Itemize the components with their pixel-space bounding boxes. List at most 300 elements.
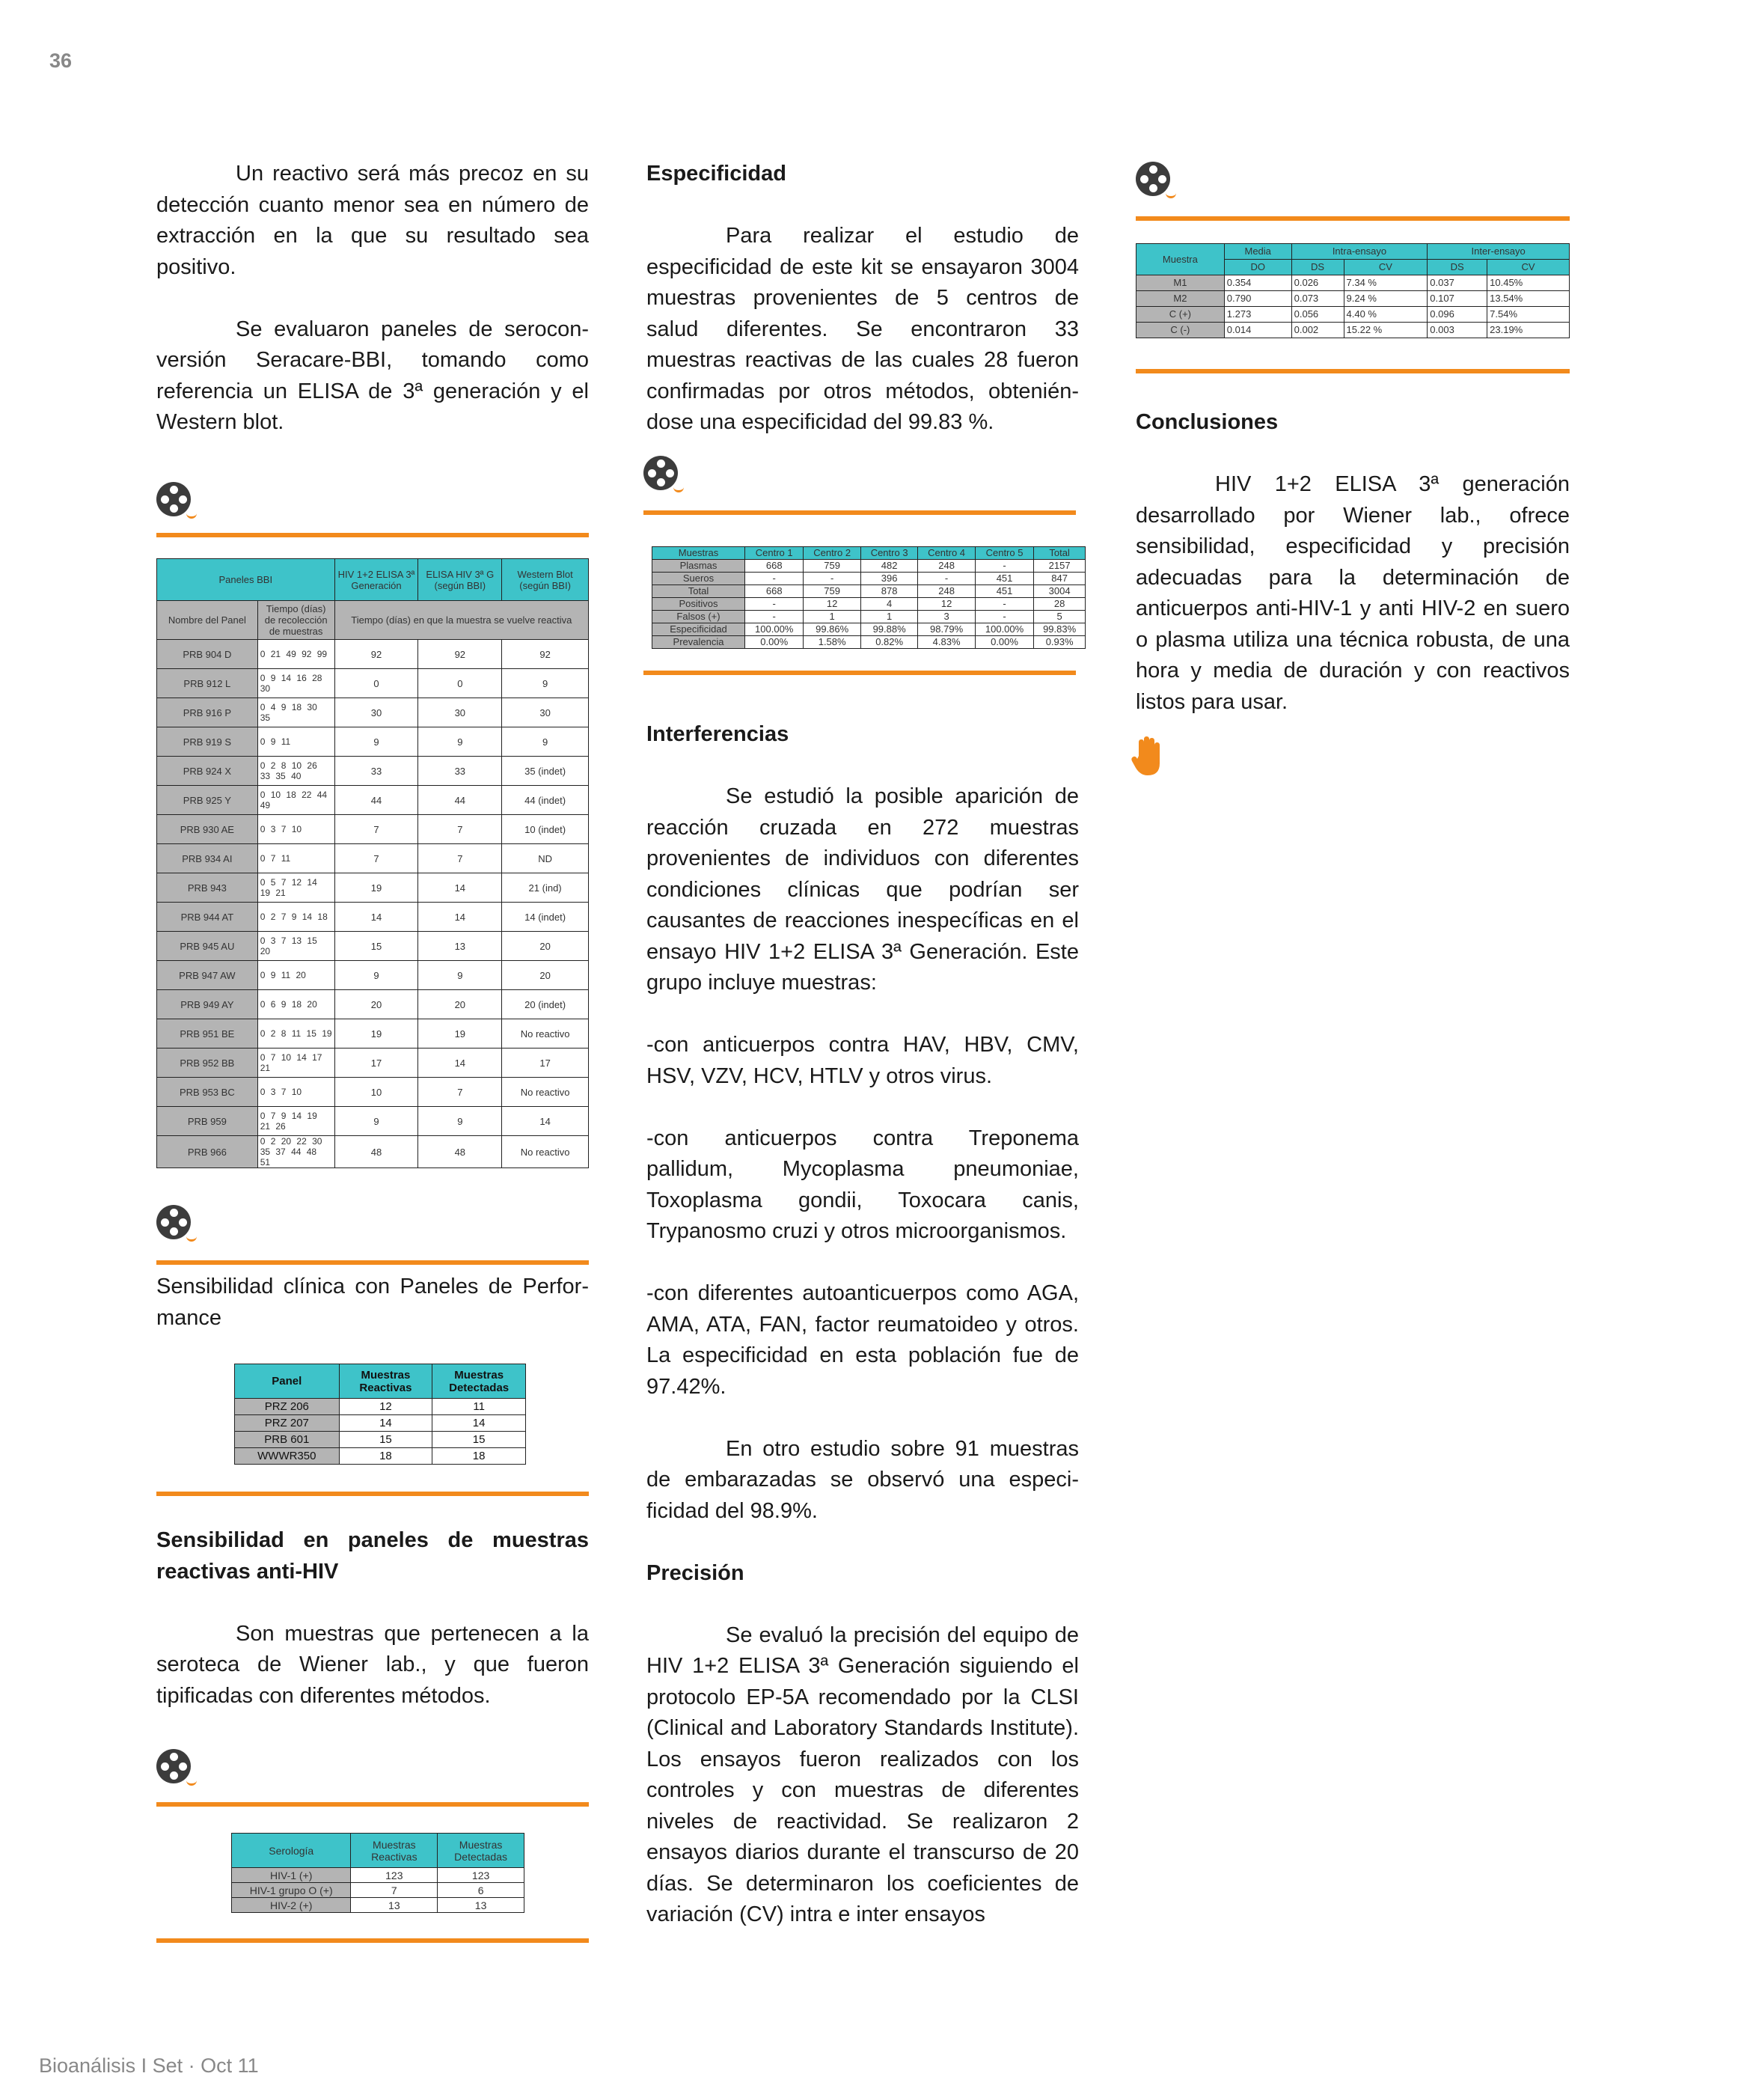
header-media: Media — [1224, 244, 1291, 260]
header-ds: DS — [1291, 260, 1344, 275]
header-reactivas: Muestras Reactivas — [339, 1364, 432, 1399]
footer: Bioanálisis I Set · Oct 11 — [39, 2054, 259, 2077]
film-reel-icon — [643, 456, 682, 495]
value-cell: 3004 — [1034, 585, 1086, 598]
header-panel: Panel — [235, 1364, 340, 1399]
table-row — [157, 932, 589, 961]
value-cell: 248 — [918, 560, 975, 573]
value-cell: - — [975, 598, 1033, 611]
reactivas-cell: 7 — [351, 1883, 438, 1898]
tiempo-cell: 0 7 9 14 19 21 26 — [257, 1107, 334, 1136]
tiempo-cell: 0 3 7 13 15 20 — [257, 932, 334, 961]
reactivas-section — [156, 1525, 589, 1712]
table-row — [232, 1868, 524, 1883]
header-muestra: Muestra — [1136, 244, 1225, 275]
serologia-cell: HIV-1 (+) — [232, 1868, 351, 1883]
wb-cell: 20 — [502, 932, 589, 961]
value-cell: 0.096 — [1428, 307, 1487, 323]
value-cell: 878 — [860, 585, 917, 598]
value-cell: 0.790 — [1224, 291, 1291, 307]
elisa-cell: 20 — [418, 990, 502, 1019]
value-cell: 759 — [804, 560, 860, 573]
elisa-cell: 14 — [418, 873, 502, 903]
value-cell: 0.073 — [1291, 291, 1344, 307]
elisa-cell: 7 — [418, 844, 502, 873]
header-intra: Intra-ensayo — [1291, 244, 1428, 260]
paragraph: Se estudió la posible aparición de reacción cruzada en 272 muestras provenientes de individuos con diferentes condiciones clínicas que podrían ser causantes de reacciones inespecíficas en el ensayo HIV 1+2 ELISA 3ª Generación. Este grupo incluye muestras: — [646, 784, 1079, 995]
orange-rule — [1136, 216, 1570, 221]
value-cell: 4.83% — [918, 636, 975, 649]
especificidad-title: Especificidad — [646, 162, 786, 186]
table-row — [157, 815, 589, 844]
header-tiempo: Tiempo (días) de recolección de muestras — [257, 601, 334, 640]
wb-cell: 14 (indet) — [502, 903, 589, 932]
tiempo-cell: 0 7 11 — [257, 844, 334, 873]
value-cell: 0.00% — [745, 636, 804, 649]
wb-cell: 9 — [502, 727, 589, 757]
table-row — [232, 1883, 524, 1898]
bbi-table-body — [157, 640, 589, 1168]
tiempo-cell: 0 2 7 9 14 18 — [257, 903, 334, 932]
orange-rule — [156, 1938, 589, 1943]
elisa-cell: 33 — [418, 757, 502, 786]
paragraph: -con diferentes autoanticuerpos como AGA, AMA, ATA, FAN, factor reumatoideo y otros. La especificidad en esta población fue de 97.42%. — [646, 1281, 1079, 1399]
panel-name-cell: PRB 953 BC — [157, 1078, 258, 1107]
header-reactivas: Muestras Reactivas — [351, 1834, 438, 1868]
row-label-cell: Especificidad — [652, 623, 745, 636]
value-cell: 0.037 — [1428, 275, 1487, 291]
value-cell: 28 — [1034, 598, 1086, 611]
elisa-cell: 9 — [418, 1107, 502, 1136]
value-cell: 99.88% — [860, 623, 917, 636]
table-row — [652, 585, 1086, 598]
value-cell: 99.83% — [1034, 623, 1086, 636]
orange-rule — [156, 1802, 589, 1807]
row-label-cell: C (+) — [1136, 307, 1225, 323]
panel-name-cell: PRB 943 — [157, 873, 258, 903]
orange-rule — [156, 533, 589, 537]
table-row — [157, 1078, 589, 1107]
detectadas-cell: 14 — [432, 1415, 526, 1432]
tiempo-cell: 0 5 7 12 14 19 21 — [257, 873, 334, 903]
table-row — [652, 573, 1086, 585]
perf-section — [156, 1272, 589, 1334]
reactivas-cell: 12 — [339, 1399, 432, 1415]
hiv-cell: 20 — [334, 990, 418, 1019]
row-label-cell: Prevalencia — [652, 636, 745, 649]
table-row — [157, 873, 589, 903]
panel-name-cell: PRB 912 L — [157, 669, 258, 698]
reactivas-cell: 14 — [339, 1415, 432, 1432]
panel-name-cell: PRB 919 S — [157, 727, 258, 757]
column-1 — [156, 159, 589, 439]
orange-rule — [1136, 369, 1570, 373]
value-cell: 668 — [745, 560, 804, 573]
panel-name-cell: PRB 934 AI — [157, 844, 258, 873]
wb-cell: 20 — [502, 961, 589, 990]
value-cell: 13.54% — [1487, 291, 1570, 307]
header-serologia: Serología — [232, 1834, 351, 1868]
value-cell: 3 — [918, 611, 975, 623]
page-number: 36 — [49, 49, 73, 72]
precision-table — [1136, 243, 1570, 338]
value-cell: 451 — [975, 573, 1033, 585]
value-cell: - — [804, 573, 860, 585]
hiv-cell: 9 — [334, 961, 418, 990]
detectadas-cell: 13 — [438, 1898, 524, 1913]
hiv-cell: 15 — [334, 932, 418, 961]
panel-name-cell: PRB 945 AU — [157, 932, 258, 961]
table-row — [157, 669, 589, 698]
value-cell: 1.273 — [1224, 307, 1291, 323]
wb-cell: 17 — [502, 1049, 589, 1078]
panel-cell: PRZ 207 — [235, 1415, 340, 1432]
paragraph: En otro estudio sobre 91 muestras de embarazadas se observó una especi-ficidad del 98.9%. — [646, 1436, 1079, 1523]
row-label-cell: C (-) — [1136, 323, 1225, 338]
header-inter: Inter-ensayo — [1428, 244, 1570, 260]
panel-name-cell: PRB 947 AW — [157, 961, 258, 990]
conclusiones-title: Conclusiones — [1136, 410, 1279, 434]
table-row — [235, 1448, 526, 1465]
value-cell: 100.00% — [975, 623, 1033, 636]
reactivas-cell: 18 — [339, 1448, 432, 1465]
row-label-cell: Positivos — [652, 598, 745, 611]
value-cell: 98.79% — [918, 623, 975, 636]
table-row — [652, 560, 1086, 573]
header-cell: Centro 1 — [745, 547, 804, 560]
column-2-top — [646, 159, 1079, 439]
panel-name-cell: PRB 952 BB — [157, 1049, 258, 1078]
value-cell: - — [745, 598, 804, 611]
panel-name-cell: PRB 904 D — [157, 640, 258, 669]
header-nombre: Nombre del Panel — [157, 601, 258, 640]
film-reel-icon — [156, 1205, 195, 1244]
header-cell: Total — [1034, 547, 1086, 560]
table-header-row — [652, 547, 1086, 560]
value-cell: 1 — [804, 611, 860, 623]
value-cell: - — [975, 560, 1033, 573]
precision-title: Precisión — [646, 1560, 744, 1585]
panel-name-cell: PRB 959 — [157, 1107, 258, 1136]
panel-name-cell: PRB 949 AY — [157, 990, 258, 1019]
header-cell: Centro 5 — [975, 547, 1033, 560]
wb-cell: 10 (indet) — [502, 815, 589, 844]
tiempo-cell: 0 4 9 18 30 35 — [257, 698, 334, 727]
elisa-cell: 30 — [418, 698, 502, 727]
centros-table-body — [652, 547, 1086, 649]
serologia-cell: HIV-1 grupo O (+) — [232, 1883, 351, 1898]
value-cell: - — [745, 573, 804, 585]
tiempo-cell: 0 10 18 22 44 49 — [257, 786, 334, 815]
centros-table — [652, 546, 1086, 649]
row-label-cell: M2 — [1136, 291, 1225, 307]
header-ds: DS — [1428, 260, 1487, 275]
hiv-cell: 33 — [334, 757, 418, 786]
tiempo-cell: 0 9 11 — [257, 727, 334, 757]
tiempo-cell: 0 21 49 92 99 — [257, 640, 334, 669]
header-cell: Centro 3 — [860, 547, 917, 560]
elisa-cell: 48 — [418, 1136, 502, 1168]
table-row — [235, 1415, 526, 1432]
header-span: Tiempo (días) en que la muestra se vuelve reactiva — [334, 601, 588, 640]
wb-cell: No reactivo — [502, 1019, 589, 1049]
value-cell: - — [745, 611, 804, 623]
paragraph: -con anticuerpos contra Treponema pallidum, Mycoplasma pneumoniae, Toxoplasma gondii, Toxocara canis, Trypanosmo cruzi y otros microorganismos. — [646, 1126, 1079, 1243]
table-row — [1136, 323, 1570, 338]
wb-cell: 35 (indet) — [502, 757, 589, 786]
hiv-cell: 19 — [334, 873, 418, 903]
value-cell: 9.24 % — [1344, 291, 1428, 307]
film-reel-icon — [1136, 162, 1175, 201]
elisa-cell: 9 — [418, 961, 502, 990]
table-row — [157, 903, 589, 932]
table-row — [157, 698, 589, 727]
value-cell: 0.93% — [1034, 636, 1086, 649]
hiv-cell: 48 — [334, 1136, 418, 1168]
tiempo-cell: 0 9 11 20 — [257, 961, 334, 990]
paragraph: Se evaluó la precisión del equipo de HIV 1+2 ELISA 3ª Generación siguiendo el protocolo EP-5A recomendado por la CLSI (Clinical and Laboratory Standards Institute). Los ensayos fueron realizados con los controles y con muestras de diferentes niveles de reactividad. Se realizaron 2 ensayos diarios durante el transcurso de 20 días. Se determinaron los coeficientes de variación (CV) intra e inter ensayos — [646, 1623, 1079, 1926]
header-wb: Western Blot (según BBI) — [502, 559, 589, 601]
table-row — [157, 1136, 589, 1168]
value-cell: 2157 — [1034, 560, 1086, 573]
reactivas-cell: 15 — [339, 1432, 432, 1448]
table-row — [652, 636, 1086, 649]
paragraph: Son muestras que pertenecen a la seroteca de Wiener lab., y que fueron tipificadas con diferentes métodos. — [156, 1621, 589, 1708]
value-cell: 10.45% — [1487, 275, 1570, 291]
perf-table — [234, 1364, 526, 1465]
value-cell: 100.00% — [745, 623, 804, 636]
value-cell: 12 — [804, 598, 860, 611]
interferencias-title: Interferencias — [646, 722, 789, 746]
value-cell: 1 — [860, 611, 917, 623]
value-cell: - — [975, 611, 1033, 623]
row-label-cell: Falsos (+) — [652, 611, 745, 623]
value-cell: 0.354 — [1224, 275, 1291, 291]
header-cv: CV — [1487, 260, 1570, 275]
tiempo-cell: 0 3 7 10 — [257, 1078, 334, 1107]
table-row — [157, 727, 589, 757]
panel-name-cell: PRB 944 AT — [157, 903, 258, 932]
value-cell: 668 — [745, 585, 804, 598]
elisa-cell: 92 — [418, 640, 502, 669]
panel-name-cell: PRB 951 BE — [157, 1019, 258, 1049]
hiv-cell: 19 — [334, 1019, 418, 1049]
value-cell: 1.58% — [804, 636, 860, 649]
hiv-cell: 30 — [334, 698, 418, 727]
value-cell: 451 — [975, 585, 1033, 598]
orange-rule — [643, 510, 1076, 515]
value-cell: 847 — [1034, 573, 1086, 585]
hiv-cell: 0 — [334, 669, 418, 698]
value-cell: 23.19% — [1487, 323, 1570, 338]
wb-cell: No reactivo — [502, 1078, 589, 1107]
tiempo-cell: 0 7 10 14 17 21 — [257, 1049, 334, 1078]
value-cell: 7.34 % — [1344, 275, 1428, 291]
value-cell: 396 — [860, 573, 917, 585]
value-cell: 0.107 — [1428, 291, 1487, 307]
table-row — [1136, 275, 1570, 291]
orange-rule — [156, 1492, 589, 1496]
value-cell: 0.00% — [975, 636, 1033, 649]
header-cell: Centro 4 — [918, 547, 975, 560]
detectadas-cell: 18 — [432, 1448, 526, 1465]
table-row — [652, 598, 1086, 611]
table-row — [157, 844, 589, 873]
value-cell: 0.026 — [1291, 275, 1344, 291]
wb-cell: No reactivo — [502, 1136, 589, 1168]
serologia-table-body — [232, 1868, 524, 1913]
table-row — [157, 640, 589, 669]
header-detectadas: Muestras Detectadas — [432, 1364, 526, 1399]
film-reel-icon — [156, 1749, 195, 1788]
reactivas-title: Sensibilidad en paneles de muestras reactivas anti-HIV — [156, 1528, 589, 1584]
column-2-bottom — [646, 719, 1079, 1931]
table-row — [157, 1019, 589, 1049]
perf-table-body — [235, 1399, 526, 1465]
table-row — [1136, 307, 1570, 323]
header-do: DO — [1224, 260, 1291, 275]
elisa-cell: 13 — [418, 932, 502, 961]
detectadas-cell: 15 — [432, 1432, 526, 1448]
tiempo-cell: 0 9 14 16 28 30 — [257, 669, 334, 698]
hiv-cell: 44 — [334, 786, 418, 815]
value-cell: 0.014 — [1224, 323, 1291, 338]
value-cell: 7.54% — [1487, 307, 1570, 323]
row-label-cell: Total — [652, 585, 745, 598]
value-cell: 99.86% — [804, 623, 860, 636]
value-cell: 5 — [1034, 611, 1086, 623]
header-detectadas: Muestras Detectadas — [438, 1834, 524, 1868]
elisa-cell: 7 — [418, 1078, 502, 1107]
hiv-cell: 14 — [334, 903, 418, 932]
panel-cell: PRZ 206 — [235, 1399, 340, 1415]
paragraph: Un reactivo será más precoz en su detección cuanto menor sea en número de extracción en la que su resultado sea positivo. — [156, 162, 589, 279]
header-hiv: HIV 1+2 ELISA 3ª Generación — [334, 559, 418, 601]
panel-name-cell: PRB 966 — [157, 1136, 258, 1168]
panel-name-cell: PRB 924 X — [157, 757, 258, 786]
detectadas-cell: 123 — [438, 1868, 524, 1883]
tiempo-cell: 0 2 8 10 26 33 35 40 — [257, 757, 334, 786]
serologia-table — [231, 1833, 524, 1913]
tiempo-cell: 0 2 8 11 15 19 — [257, 1019, 334, 1049]
value-cell: 15.22 % — [1344, 323, 1428, 338]
header-elisa: ELISA HIV 3ª G (según BBI) — [418, 559, 502, 601]
header-cell: Muestras — [652, 547, 745, 560]
elisa-cell: 7 — [418, 815, 502, 844]
table-row — [232, 1898, 524, 1913]
paragraph: Para realizar el estudio de especificidad de este kit se ensayaron 3004 muestras provenientes de 5 centros de salud diferentes. Se encontraron 33 muestras reactivas de las cuales 28 fueron confirmadas por otros métodos, obtenién-dose una especificidad del 99.83 %. — [646, 224, 1079, 434]
value-cell: 0.056 — [1291, 307, 1344, 323]
table-row — [157, 1107, 589, 1136]
hiv-cell: 10 — [334, 1078, 418, 1107]
row-label-cell: Plasmas — [652, 560, 745, 573]
table-row — [157, 1049, 589, 1078]
elisa-cell: 9 — [418, 727, 502, 757]
reactivas-cell: 123 — [351, 1868, 438, 1883]
serologia-cell: HIV-2 (+) — [232, 1898, 351, 1913]
panel-cell: PRB 601 — [235, 1432, 340, 1448]
hiv-cell: 17 — [334, 1049, 418, 1078]
orange-rule — [156, 1260, 589, 1265]
wb-cell: ND — [502, 844, 589, 873]
detectadas-cell: 6 — [438, 1883, 524, 1898]
wb-cell: 9 — [502, 669, 589, 698]
elisa-cell: 0 — [418, 669, 502, 698]
table-row — [235, 1399, 526, 1415]
wb-cell: 20 (indet) — [502, 990, 589, 1019]
orange-rule — [643, 671, 1076, 675]
value-cell: 0.003 — [1428, 323, 1487, 338]
value-cell: 482 — [860, 560, 917, 573]
wb-cell: 44 (indet) — [502, 786, 589, 815]
paragraph: HIV 1+2 ELISA 3ª generación desarrollado por Wiener lab., ofrece sensibilidad, especificidad y precisión adecuadas para la determinación de anticuerpos anti-HIV-1 y anti HIV-2 en suero o plasma utiliza una técnica robusta, de una hora y media de duración y con reactivos listos para usar. — [1136, 472, 1570, 714]
elisa-cell: 19 — [418, 1019, 502, 1049]
value-cell: 12 — [918, 598, 975, 611]
elisa-cell: 44 — [418, 786, 502, 815]
paragraph: -con anticuerpos contra HAV, HBV, CMV, HSV, VZV, HCV, HTLV y otros virus. — [646, 1033, 1079, 1088]
table-row — [157, 961, 589, 990]
wb-cell: 30 — [502, 698, 589, 727]
table-row — [1136, 291, 1570, 307]
value-cell: 0.82% — [860, 636, 917, 649]
paragraph: Se evaluaron paneles de serocon-versión Seracare-BBI, tomando como referencia un ELISA de 3ª generación y el Western blot. — [156, 317, 589, 434]
value-cell: 248 — [918, 585, 975, 598]
wb-cell: 21 (ind) — [502, 873, 589, 903]
perf-title: Sensibilidad clínica con Paneles de Perfor-mance — [156, 1275, 589, 1330]
hiv-cell: 9 — [334, 1107, 418, 1136]
row-label-cell: M1 — [1136, 275, 1225, 291]
tiempo-cell: 0 2 20 22 30 35 37 44 48 51 — [257, 1136, 334, 1168]
bbi-table — [156, 558, 589, 1168]
value-cell: - — [918, 573, 975, 585]
value-cell: 4 — [860, 598, 917, 611]
hiv-cell: 7 — [334, 844, 418, 873]
table-row — [652, 623, 1086, 636]
row-label-cell: Sueros — [652, 573, 745, 585]
value-cell: 0.002 — [1291, 323, 1344, 338]
panel-name-cell: PRB 925 Y — [157, 786, 258, 815]
table-row — [157, 757, 589, 786]
header-cell: Centro 2 — [804, 547, 860, 560]
elisa-cell: 14 — [418, 903, 502, 932]
tiempo-cell: 0 6 9 18 20 — [257, 990, 334, 1019]
film-reel-icon — [156, 482, 195, 521]
tiempo-cell: 0 3 7 10 — [257, 815, 334, 844]
conclusiones-section — [1136, 407, 1570, 718]
precision-table-body — [1136, 275, 1570, 338]
wb-cell: 92 — [502, 640, 589, 669]
header-paneles: Paneles BBI — [157, 559, 335, 601]
elisa-cell: 14 — [418, 1049, 502, 1078]
value-cell: 759 — [804, 585, 860, 598]
panel-cell: WWWR350 — [235, 1448, 340, 1465]
table-row — [157, 990, 589, 1019]
panel-name-cell: PRB 916 P — [157, 698, 258, 727]
wb-cell: 14 — [502, 1107, 589, 1136]
panel-name-cell: PRB 930 AE — [157, 815, 258, 844]
hiv-cell: 7 — [334, 815, 418, 844]
hiv-cell: 9 — [334, 727, 418, 757]
detectadas-cell: 11 — [432, 1399, 526, 1415]
hiv-cell: 92 — [334, 640, 418, 669]
value-cell: 4.40 % — [1344, 307, 1428, 323]
table-row — [652, 611, 1086, 623]
table-row — [235, 1432, 526, 1448]
reactivas-cell: 13 — [351, 1898, 438, 1913]
header-cv: CV — [1344, 260, 1428, 275]
table-row — [157, 786, 589, 815]
hand-icon — [1131, 736, 1164, 781]
